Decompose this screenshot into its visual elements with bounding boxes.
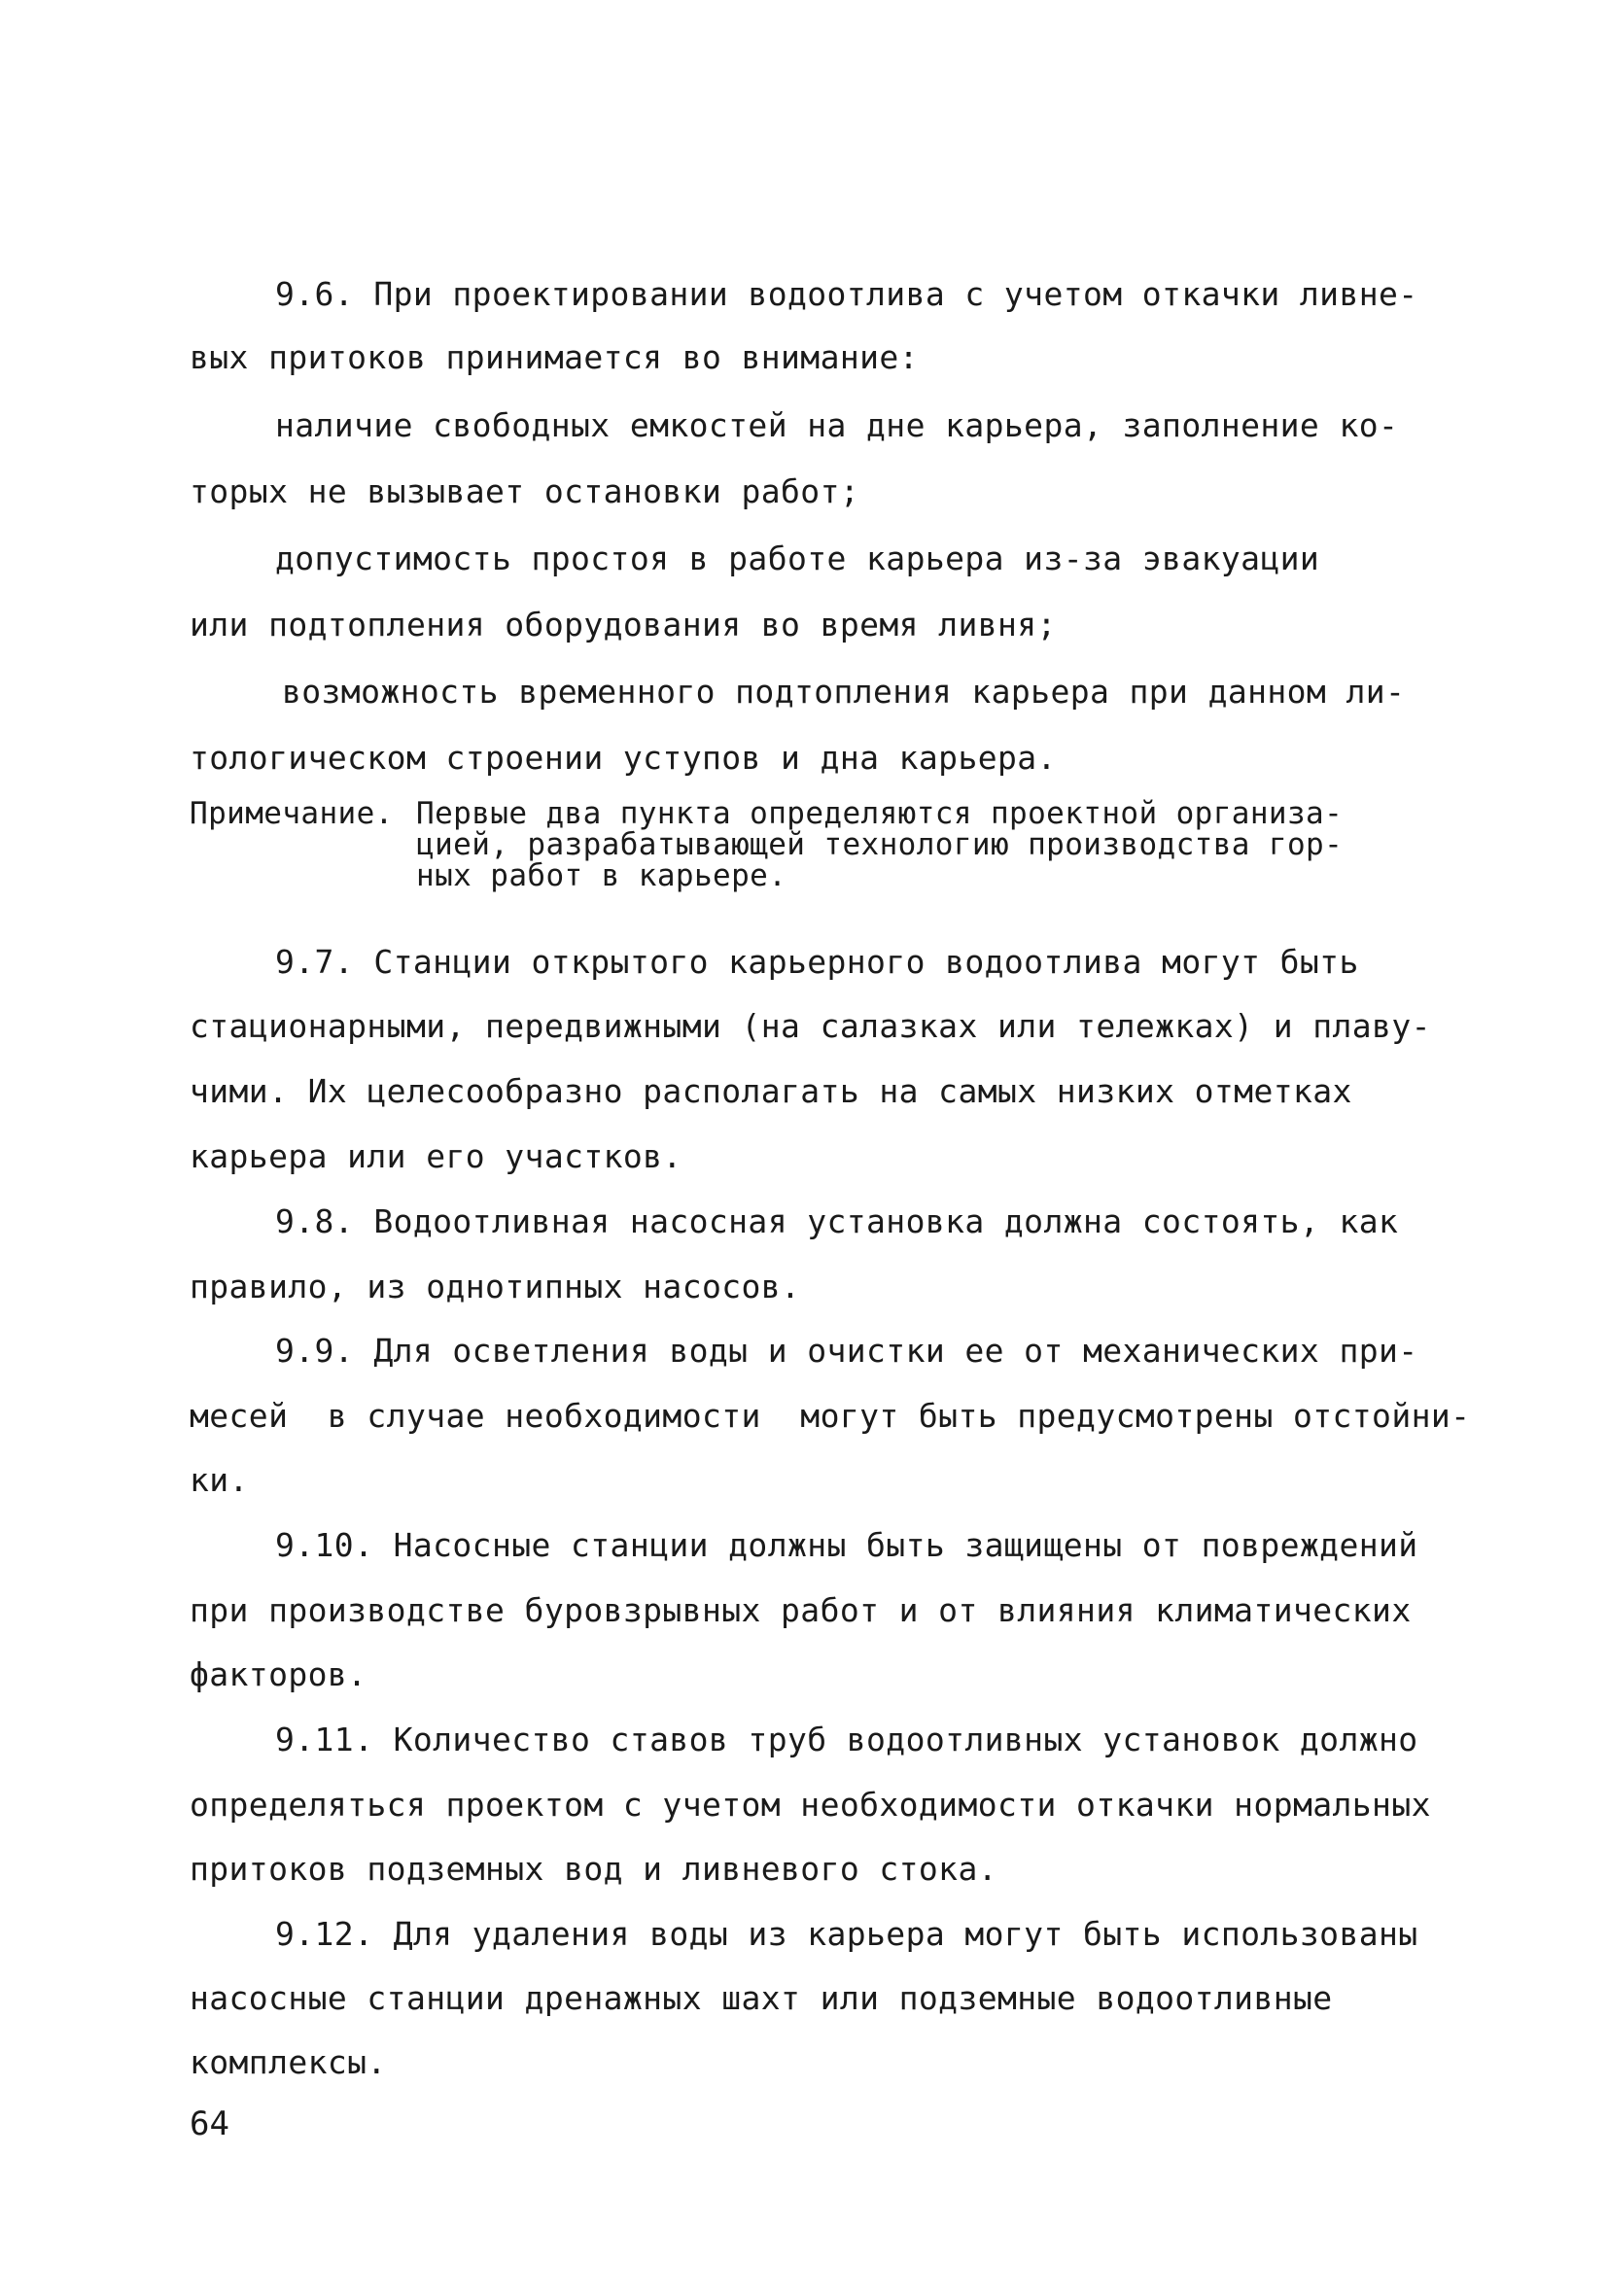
para-9-9-line-2: месей в случае необходимости могут быть предусмотрены отстойни- bbox=[190, 1397, 1471, 1435]
para-9-10-line-1: 9.10. Насосные станции должны быть защищены от повреждений bbox=[275, 1526, 1418, 1564]
list-item-3-line-1: возможность временного подтопления карьера при данном ли- bbox=[282, 673, 1406, 711]
list-item-1-line-2: торых не вызывает остановки работ; bbox=[190, 472, 860, 510]
para-9-8-line-1: 9.8. Водоотливная насосная установка должна состоять, как bbox=[275, 1202, 1399, 1240]
para-9-8-line-2: правило, из однотипных насосов. bbox=[190, 1268, 801, 1305]
note-line-2: цией, разрабатывающей технологию производства гор- bbox=[416, 827, 1344, 862]
para-9-7-line-2: стационарными, передвижными (на салазках или тележках) и плаву- bbox=[190, 1007, 1431, 1045]
list-item-2-line-2: или подтопления оборудования во время ливня; bbox=[190, 606, 1057, 644]
para-9-10-line-3: факторов. bbox=[190, 1655, 367, 1693]
page-number: 64 bbox=[190, 2105, 229, 2143]
para-9-12-line-2: насосные станции дренажных шахт или подземные водоотливные bbox=[190, 1979, 1333, 2017]
list-item-2-line-1: допустимость простоя в работе карьера из-за эвакуации bbox=[275, 539, 1320, 577]
para-9-11-line-1: 9.11. Количество ставов труб водоотливных установок должно bbox=[275, 1721, 1418, 1758]
para-9-9-line-3: ки. bbox=[190, 1461, 249, 1499]
note-line-1: Первые два пункта определяются проектной организа- bbox=[416, 796, 1344, 831]
para-9-7-line-4: карьера или его участков. bbox=[190, 1137, 682, 1175]
list-item-3-line-2: тологическом строении уступов и дна карьера. bbox=[190, 739, 1057, 777]
para-9-10-line-2: при производстве буровзрывных работ и от влияния климатических bbox=[190, 1591, 1412, 1629]
para-9-7-line-1: 9.7. Станции открытого карьерного водоотлива могут быть bbox=[275, 943, 1359, 981]
note-label: Примечание. bbox=[190, 796, 394, 831]
note-line-3: ных работ в карьере. bbox=[416, 858, 787, 893]
para-9-12-line-1: 9.12. Для удаления воды из карьера могут быть использованы bbox=[275, 1915, 1418, 1953]
para-9-6-line-1: 9.6. При проектировании водоотлива с учетом откачки ливне- bbox=[275, 275, 1418, 313]
para-9-7-line-3: чими. Их целесообразно располагать на самых низких отметках bbox=[190, 1072, 1352, 1110]
para-9-11-line-3: притоков подземных вод и ливневого стока. bbox=[190, 1850, 997, 1888]
para-9-9-line-1: 9.9. Для осветления воды и очистки ее от механических при- bbox=[275, 1332, 1418, 1370]
para-9-6-line-2: вых притоков принимается во внимание: bbox=[190, 338, 919, 376]
list-item-1-line-1: наличие свободных емкостей на дне карьера, заполнение ко- bbox=[275, 406, 1399, 444]
para-9-12-line-3: комплексы. bbox=[190, 2043, 387, 2081]
para-9-11-line-2: определяться проектом с учетом необходимости откачки нормальных bbox=[190, 1786, 1431, 1824]
